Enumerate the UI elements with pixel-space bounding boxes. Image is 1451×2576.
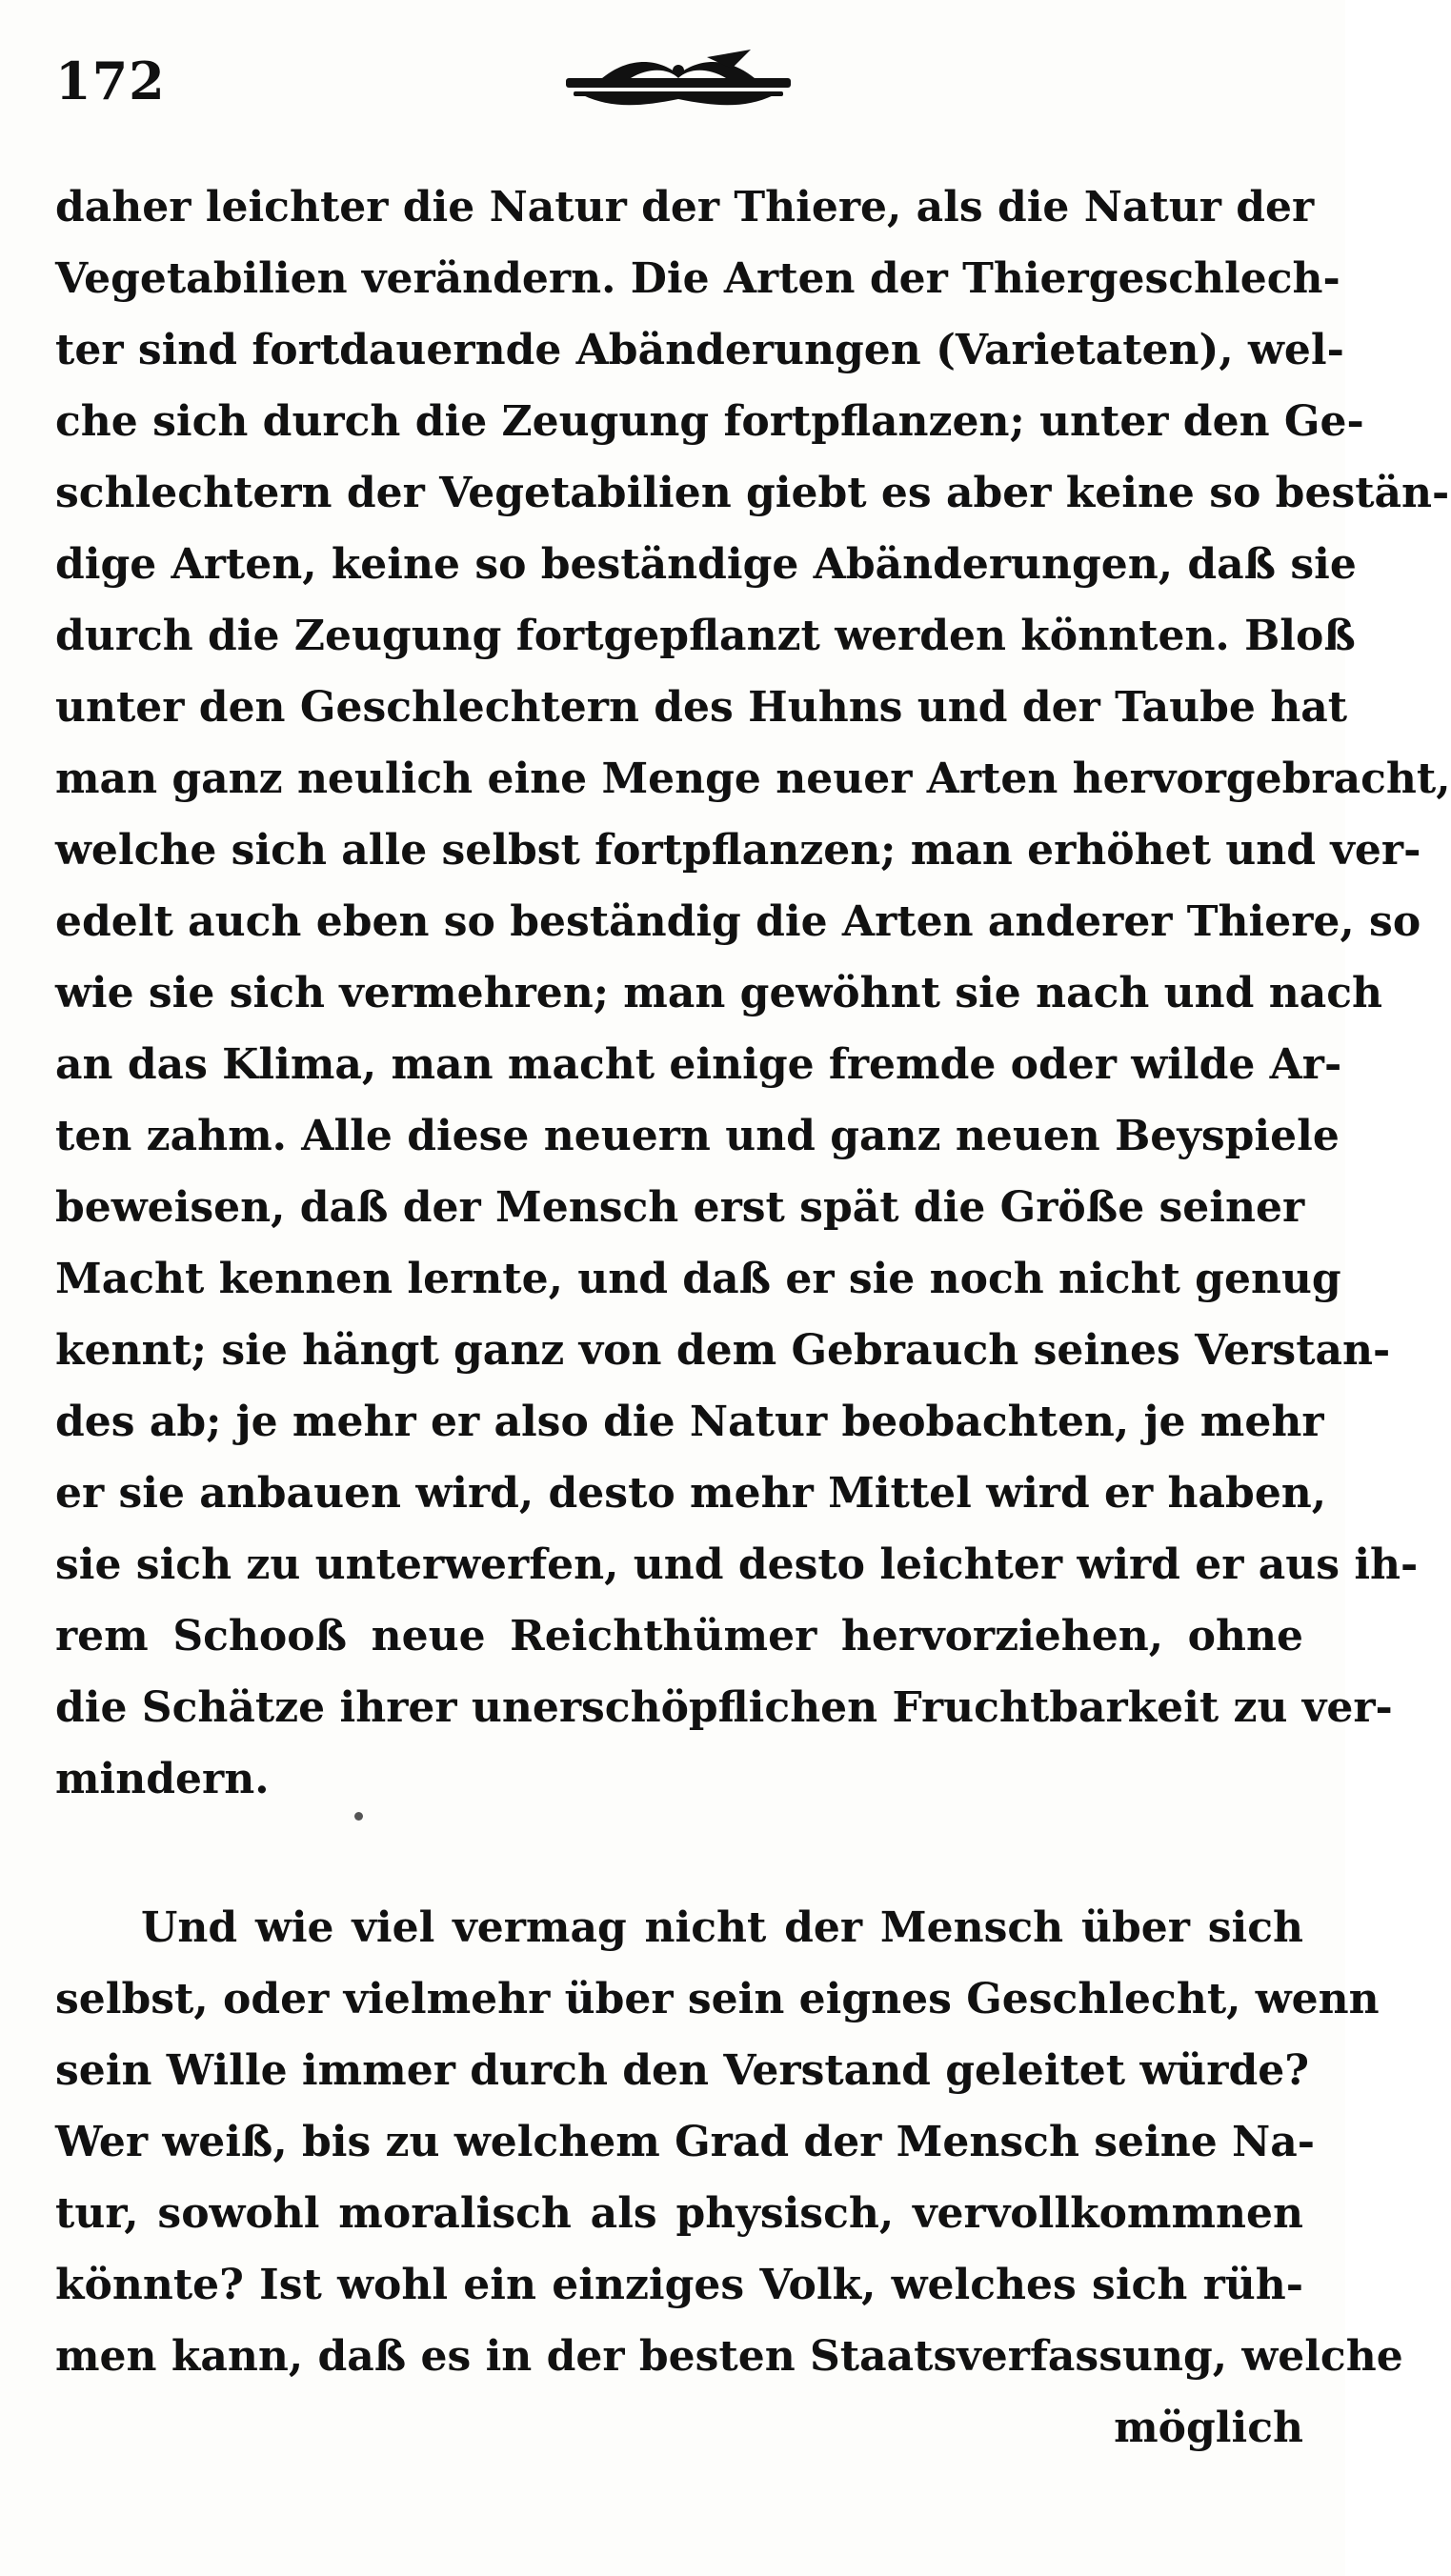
text-line: unter den Geschlechtern des Huhns und der Taube hat [55, 683, 1348, 732]
paragraph-main-text [55, 171, 1451, 1815]
text-line: selbst, oder vielmehr über sein eignes Geschlecht, wenn [55, 1975, 1380, 2023]
text-line: wie sie sich vermehren; man gewöhnt sie nach und nach [55, 969, 1383, 1017]
text-line: daher leichter die Natur der Thiere, als die Natur der [55, 183, 1315, 231]
text-line: che sich durch die Zeugung fortpflanzen; unter den Ge- [55, 397, 1364, 446]
text-line: sie sich zu unterwerfen, und desto leichter wird er aus ih- [55, 1540, 1419, 1589]
text-line: ter sind fortdauernde Abänderungen (Varietaten), wel- [55, 326, 1344, 374]
ink-speck [354, 1812, 363, 1821]
catchword: möglich [1114, 2404, 1303, 2452]
text-line: man ganz neulich eine Menge neuer Arten hervorgebracht, [55, 755, 1451, 803]
printers-ornament-icon [564, 50, 793, 112]
text-line: rem Schooß neue Reichthümer hervorziehen, ohne [55, 1612, 1303, 1660]
text-line: Macht kennen lernte, und daß er sie noch nicht genug [55, 1255, 1341, 1303]
text-line: sein Wille immer durch den Verstand geleitet würde? [55, 2046, 1310, 2095]
text-line: die Schätze ihrer unerschöpflichen Fruchtbarkeit zu ver- [55, 1683, 1393, 1732]
text-line: des ab; je mehr er also die Natur beobachten, je mehr [55, 1398, 1324, 1446]
text-line: an das Klima, man macht einige fremde oder wilde Ar- [55, 1040, 1342, 1089]
text-line: kennt; sie hängt ganz von dem Gebrauch seines Verstan- [55, 1326, 1391, 1375]
paragraph-second-text [55, 1892, 1403, 2464]
text-line: er sie anbauen wird, desto mehr Mittel wird er haben, [55, 1469, 1327, 1518]
text-line: welche sich alle selbst fortpflanzen; man erhöhet und ver- [55, 826, 1421, 875]
text-line: Wer weiß, bis zu welchem Grad der Mensch seine Na- [55, 2118, 1316, 2166]
text-line: durch die Zeugung fortgepflanzt werden könnten. Bloß [55, 612, 1356, 660]
text-line: ten zahm. Alle diese neuern und ganz neuen Beyspiele [55, 1112, 1340, 1160]
text-line: Und wie viel vermag nicht der Mensch über sich [141, 1903, 1303, 1952]
text-line: könnte? Ist wohl ein einziges Volk, welches sich rüh- [55, 2261, 1303, 2309]
page-number: 172 [55, 50, 166, 111]
text-line: beweisen, daß der Mensch erst spät die Größe seiner [55, 1183, 1305, 1232]
text-line: Vegetabilien verändern. Die Arten der Thiergeschlech- [55, 254, 1340, 303]
text-line: schlechtern der Vegetabilien giebt es aber keine so bestän- [55, 469, 1450, 517]
text-line: tur, sowohl moralisch als physisch, vervollkommnen [55, 2189, 1303, 2238]
text-line: mindern. [55, 1755, 270, 1803]
text-line: men kann, daß es in der besten Staatsverfassung, welche [55, 2332, 1403, 2381]
text-line: dige Arten, keine so beständige Abänderungen, daß sie [55, 540, 1357, 589]
text-line: edelt auch eben so beständig die Arten anderer Thiere, so [55, 897, 1421, 946]
